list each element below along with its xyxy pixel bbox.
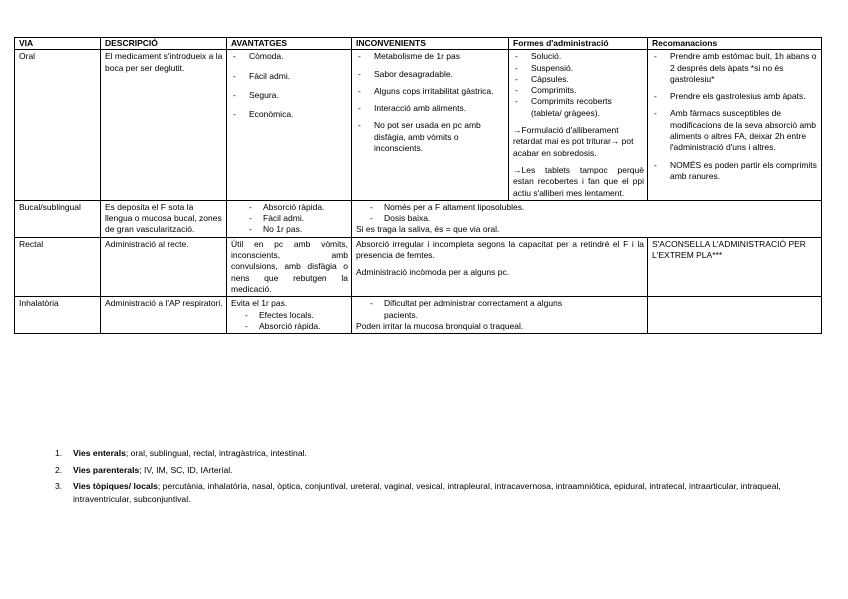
- header-via: VIA: [15, 38, 101, 50]
- oral-formes: [509, 50, 648, 201]
- row-oral: [15, 50, 822, 201]
- bucal-via: Bucal/sublingual: [15, 200, 101, 237]
- formes-note-tablets: →Les tablets tampoc perquè estan recobertes i fan que el ppi actiu s'alliberi mes lentament.: [513, 164, 644, 198]
- list-item: - NOMÉS es poden partir els comprimits amb ranures.: [652, 160, 818, 183]
- rectal-inconv-2: Administració incòmoda per a alguns pc.: [356, 267, 510, 278]
- formes-note-retard: →Formulació d'alliberament retardat mai es pot triturar→ pot acabar en sobredosis.: [513, 125, 634, 158]
- inhal-recomanacions: [648, 297, 822, 334]
- note-number: 3.: [55, 481, 63, 491]
- list-item: - Prendre amb estómac buit, 1h abans o 2 després dels àpats *si no és gastrolesiu*: [652, 51, 818, 85]
- bucal-avantatges: [227, 200, 352, 237]
- note-item: [55, 464, 815, 477]
- oral-recomanacions: [648, 50, 822, 201]
- list-item: - Solució.: [513, 51, 644, 62]
- header-recomanacions: Recomanacions: [648, 38, 822, 50]
- list-item: - Suspensió.: [513, 63, 644, 74]
- list-item: - No 1r pas.: [231, 224, 348, 235]
- administration-routes-table: [14, 37, 822, 334]
- inhal-avantatges-intro: Evita el 1r pas.: [231, 298, 288, 309]
- list-item: - Només per a F altament liposolubles.: [356, 202, 818, 213]
- inhal-avantatges: [227, 297, 352, 334]
- note-item: [55, 480, 815, 505]
- list-item: - Econòmica.: [231, 109, 348, 120]
- list-item: - Absorció ràpida.: [231, 202, 348, 213]
- list-item: - Dificultat per administrar correctament a alguns pacients.: [356, 298, 584, 321]
- list-item: - Segura.: [231, 90, 348, 101]
- list-item: - Comprimits.: [513, 85, 644, 96]
- oral-avantatges: [227, 50, 352, 201]
- header-avantatges: AVANTATGES: [227, 38, 352, 50]
- row-bucal: [15, 200, 822, 237]
- table-header-row: [15, 38, 822, 50]
- bucal-note: Si es traga la saliva, és = que via oral.: [356, 224, 500, 235]
- list-item: - No pot ser usada en pc amb disfàgia, amb vòmits o inconscients.: [356, 120, 505, 154]
- note-number: 1.: [55, 448, 63, 458]
- oral-via: Oral: [15, 50, 101, 201]
- list-item: - Fàcil admi.: [231, 71, 348, 82]
- list-item: - Absorció ràpida.: [231, 321, 348, 332]
- bucal-inconvenients: [352, 200, 822, 237]
- list-item: - Metabolisme de 1r pas: [356, 51, 505, 62]
- note-text: ; IV, IM, SC, ID, IArterial.: [139, 464, 233, 475]
- inhal-inconvenients: [352, 297, 648, 334]
- row-inhalatoria: [15, 297, 822, 334]
- note-text: ; percutània, inhalatòria, nasal, òptica, conjuntival, ureteral, vaginal, vesical, intrapleural, intracavernosa, intraamniòtica, epidural, intratecal, intraarticular, intraqueal, intraventricular, subconjuntival.: [73, 481, 781, 504]
- list-item: - Càpsules.: [513, 74, 644, 85]
- list-item: - Fàcil admi.: [231, 213, 348, 224]
- rectal-avantatges: Útil en pc amb vòmits, inconscients, amb convulsions, amb disfàgia o nens que rebutgen la medicació.: [227, 237, 352, 296]
- list-item: - Comprimits recoberts (tableta/ gràgees).: [513, 96, 644, 119]
- route-types-notes: [55, 447, 815, 509]
- row-rectal: [15, 237, 822, 296]
- note-term: Vies enterals: [73, 448, 126, 458]
- note-text: ; oral, sublingual, rectal, intragàstrica, intestinal.: [125, 448, 307, 458]
- list-item: - Efectes locals.: [231, 310, 348, 321]
- header-descripcio: DESCRIPCIÓ: [101, 38, 227, 50]
- header-formes: Formes d'administració: [509, 38, 648, 50]
- list-item: - Dosis baixa.: [356, 213, 818, 224]
- inhal-note: Poden irritar la mucosa bronquial o traqueal.: [356, 320, 524, 331]
- rectal-descripcio: Administració al recte.: [101, 237, 227, 296]
- note-item: [55, 447, 815, 460]
- note-number: 2.: [55, 464, 63, 475]
- oral-descripcio: El medicament s'introdueix a la boca per ser deglutit.: [101, 50, 227, 201]
- rectal-recomanacions: S'ACONSELLA L'ADMINISTRACIÓ PER L'EXTREM PLA***: [648, 237, 822, 296]
- header-inconvenients: INCONVENIENTS: [352, 38, 509, 50]
- list-item: - Alguns cops irritabilitat gàstrica.: [356, 86, 505, 97]
- rectal-inconvenients: [352, 237, 648, 296]
- note-term: Vies parenterals: [73, 464, 140, 475]
- note-term: Vies tòpiques/ locals: [73, 481, 158, 491]
- inhal-via: Inhalatòria: [15, 297, 101, 334]
- list-item: - Còmoda.: [231, 51, 348, 62]
- inhal-descripcio: Administració a l'AP respiratori.: [101, 297, 227, 334]
- list-item: - Amb fàrmacs susceptibles de modificacions de la seva absorció amb aliments o altres FA, deixar 2h entre l'administració d'uns i altres.: [652, 108, 818, 153]
- bucal-descripcio: Es deposita el F sota la llengua o mucosa bucal, zones de gran vascularització.: [101, 200, 227, 237]
- rectal-inconv-1: Absorció irregular i incompleta segons la capacitat per a retindré el F i la presencia de femtes.: [356, 238, 644, 261]
- oral-inconvenients: [352, 50, 509, 201]
- list-item: - Prendre els gastrolesius amb àpats.: [652, 91, 818, 102]
- rectal-via: Rectal: [15, 237, 101, 296]
- list-item: - Sabor desagradable.: [356, 69, 505, 80]
- list-item: - Interacció amb aliments.: [356, 103, 505, 114]
